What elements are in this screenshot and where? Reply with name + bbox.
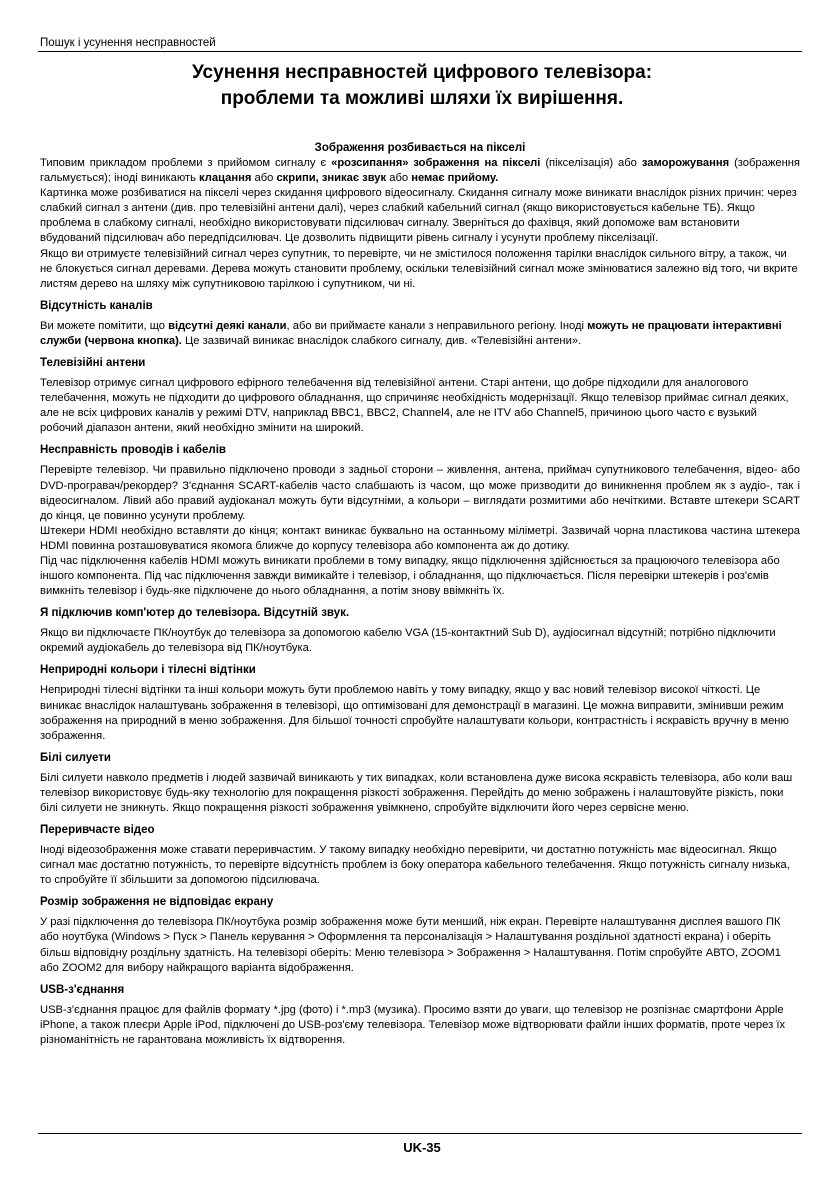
section-heading: Зображення розбивається на пікселі <box>314 142 526 154</box>
section-tv-antennas <box>40 355 800 436</box>
paragraph: Під час підключення кабелів HDMI можуть виникати проблеми в тому випадку, якщо підключення здійснюється за працюючого телевізора або іншого компонента. Під час підключення завжди вимикайте і телевізор, і обладнання, що підключається. Після перевірки штекерів і роз'ємів вимкніть телевізор і будь-яке підключене до нього обладнання, а потім знову ввімкніть їх. <box>40 554 780 598</box>
paragraph: Штекери HDMI необхідно вставляти до кінця; контакт виникає буквально на останньому міліметрі. Зазвичай чорна пластикова частина штекера HDMI повинна розташовуватися якомога ближче до корпусу телевізора або компонента аж до дотику. <box>40 524 800 552</box>
section-cables <box>40 442 800 599</box>
text-run: Типовим прикладом проблеми з прийомом сигналу є <box>40 157 332 169</box>
section-white-silhouettes <box>40 750 800 816</box>
page-number: UK-35 <box>403 1140 441 1155</box>
text-run: Це зазвичай виникає внаслідок слабкого сигналу, див. «Телевізійні антени». <box>181 334 582 347</box>
paragraph <box>40 319 800 349</box>
text-run-bold: заморожування <box>641 157 730 169</box>
text-run: або <box>251 172 277 185</box>
document-body <box>40 140 800 1048</box>
footer-rule <box>38 1133 802 1134</box>
section-missing-channels <box>40 298 800 349</box>
paragraph: Перевірте телевізор. Чи правильно підключено проводи з задньої сторони – живлення, антена, приймач супутникового телебачення, відео- або DVD-програвач/рекордер? З'єднання SCART-кабелів часто слабшають із часом, що може призводити до виникнення проблем як з аудіо-, так і відеосигналом. Лівий або правий аудіоканал можуть бути відсутніми, а кольори – виглядати розмитими або нечіткими. Вставте штекери SCART до кінця, це повинно усунути проблему. <box>40 464 800 522</box>
paragraph: USB-з'єднання працює для файлів формату *.jpg (фото) і *.mp3 (музика). Просимо взяти до уваги, що телевізор не розпізнає смартфони Apple iPhone, а також плеєри Apple iPod, підключені до USB-роз'єму телевізора. Телевізор може відтворювати файли інших форматів, проте через їх різноманітність не гарантована можливість їх відтворення. <box>40 1003 786 1046</box>
title-line-1: Усунення несправностей цифрового телевізора: <box>191 62 653 83</box>
paragraph: Картинка може розбиватися на пікселі через скидання цифрового відеосигналу. Скидання сигналу може виникати внаслідок різних причин: через слабкий сигнал з антени (див. про телевізійні антени далі), через слабкий кабельний сигнал (якщо використовується кабельне ТБ). Якщо проблема в слабкому сигналі, необхідно використовувати підсилювач сигналу. Зверніться до фахівця, який допоможе вам встановити вбудований підсилювач або передпідсилювач. Це дозволить підвищити рівень сигналу і усунути проблему пікселізації. <box>40 187 797 245</box>
section-heading: Неприродні кольори і тілесні відтінки <box>40 664 256 677</box>
section-heading: Я підключив комп'ютер до телевізора. Відсутній звук. <box>40 607 350 620</box>
paragraph: Білі силуети навколо предметів і людей зазвичай виникають у тих випадках, коли встановлена дуже висока яскравість телевізора, або коли ваш телевізор використовує будь-яку технологію для покращення різкості зображення. Перейдіть до меню зображень і налаштовуйте різкість, поки білі силуети не зникнуть. Якщо покращення різкості зображення увімкнено, спробуйте відключити його через сервісне меню. <box>40 771 793 814</box>
header-rule <box>38 51 802 52</box>
text-run: , або ви приймаєте канали з неправильного регіону. Іноді <box>286 319 588 332</box>
running-header: Пошук і усунення несправностей <box>40 37 216 49</box>
paragraph: Якщо ви підключаєте ПК/ноутбук до телевізора за допомогою кабелю VGA (15-контактний Sub D), аудіосигнал відсутній; потрібно підключити окремий аудіокабель до телевізора від ПК/ноутбука. <box>40 627 776 655</box>
section-intermittent-video <box>40 822 800 888</box>
paragraph: Неприродні тілесні відтінки та інші кольори можуть бути проблемою навіть у тому випадку, якщо у вас новий телевізор високої чіткості. Це виникає внаслідок налаштувань зображення в телевізорі, що оптимізовані для демонстрації в магазині. Це можна виправити, змінивши режим зображення на природний в меню зображення. Для більшої точності спробуйте налаштувати кольори, контрастність і яскравість вручну в меню зображення. <box>40 684 789 742</box>
text-run: або <box>386 172 412 185</box>
section-heading: Білі силуети <box>40 751 111 764</box>
section-heading: USB-з'єднання <box>40 983 125 996</box>
text-run-bold: можуть не працювати інтерактивні служби (червона кнопка). <box>40 319 782 347</box>
section-heading: Телевізійні антени <box>40 357 146 370</box>
text-run-bold: «розсипання» зображення на пікселі <box>331 157 541 169</box>
paragraph: Іноді відеозображення може ставати переривчастим. У такому випадку необхідно перевірити, чи достатню потужність має відеосигнал. Якщо сигнал має достатню потужність, то перевірте відсутність проблем із боку оператора кабельного телебачення. Якщо потужність сигналу низька, то спробуйте її збільшити за допомогою підсилювача. <box>40 844 790 887</box>
text-run: (пікселізація) або <box>540 157 642 169</box>
section-heading: Розмір зображення не відповідає екрану <box>40 896 274 909</box>
text-run-bold: клацання <box>199 172 252 185</box>
section-heading: Відсутність каналів <box>40 299 153 312</box>
paragraph: У разі підключення до телевізора ПК/ноутбука розмір зображення може бути менший, ніж екран. Перевірте налаштування дисплея вашого ПК або ноутбука (Windows > Пуск > Панель керування > Оформлення та персоналізація > Налаштування роздільної здатності екрана) і оберіть більш відповідну роздільну здатність. На телевізорі оберіть: Меню телевізора > Зображення > Налаштування. Потім спробуйте АВТО, ZOOM1 або ZOOM2 для вибору найкращого варіанта відображення. <box>40 916 781 974</box>
title-line-2: проблеми та можливі шляхи їх вирішення. <box>220 88 624 109</box>
text-run: (зображення гальмується); іноді виникають <box>40 157 800 185</box>
section-pc-no-sound <box>40 605 800 656</box>
section-pixelation <box>40 140 800 292</box>
paragraph: Телевізор отримує сигнал цифрового ефірного телебачення від телевізійної антени. Старі антени, що добре підходили для аналогового телебачення, можуть не підходити до цифрового обладнання, що спричиняє необхідність модернізації. Якщо телевізор приймає сигнал деяких, але не всіх цифрових каналів у режимі DTV, наприклад BBC1, BBC2, Channel4, але не ITV або Channel5, причиною цього часто є вузький робочий діапазон антени, який необхідно змінити на широкий. <box>40 377 789 435</box>
section-usb <box>40 982 800 1048</box>
paragraph: Якщо ви отримуєте телевізійний сигнал через супутник, то перевірте, чи не змістилося положення тарілки внаслідок сильного вітру, а також, чи не блокується сигнал деревами. Дерева можуть становити проблему, оскільки телевізійний сигнал може змінюватися залежно від того, чи вкрите листям дерево на шляху між супутниковою тарілкою і супутником, чи ні. <box>40 247 798 290</box>
text-run-bold: немає прийому. <box>411 172 499 185</box>
section-heading: Переривчасте відео <box>40 824 155 837</box>
section-unnatural-colors <box>40 662 800 743</box>
paragraph <box>40 156 800 186</box>
page-title <box>40 60 804 112</box>
text-run-bold: скрипи, зникає звук <box>276 172 387 185</box>
text-run: Ви можете помітити, що <box>40 319 169 332</box>
section-heading: Несправність проводів і кабелів <box>40 444 226 457</box>
section-image-size <box>40 894 800 975</box>
text-run-bold: відсутні деякі канали <box>168 319 287 332</box>
